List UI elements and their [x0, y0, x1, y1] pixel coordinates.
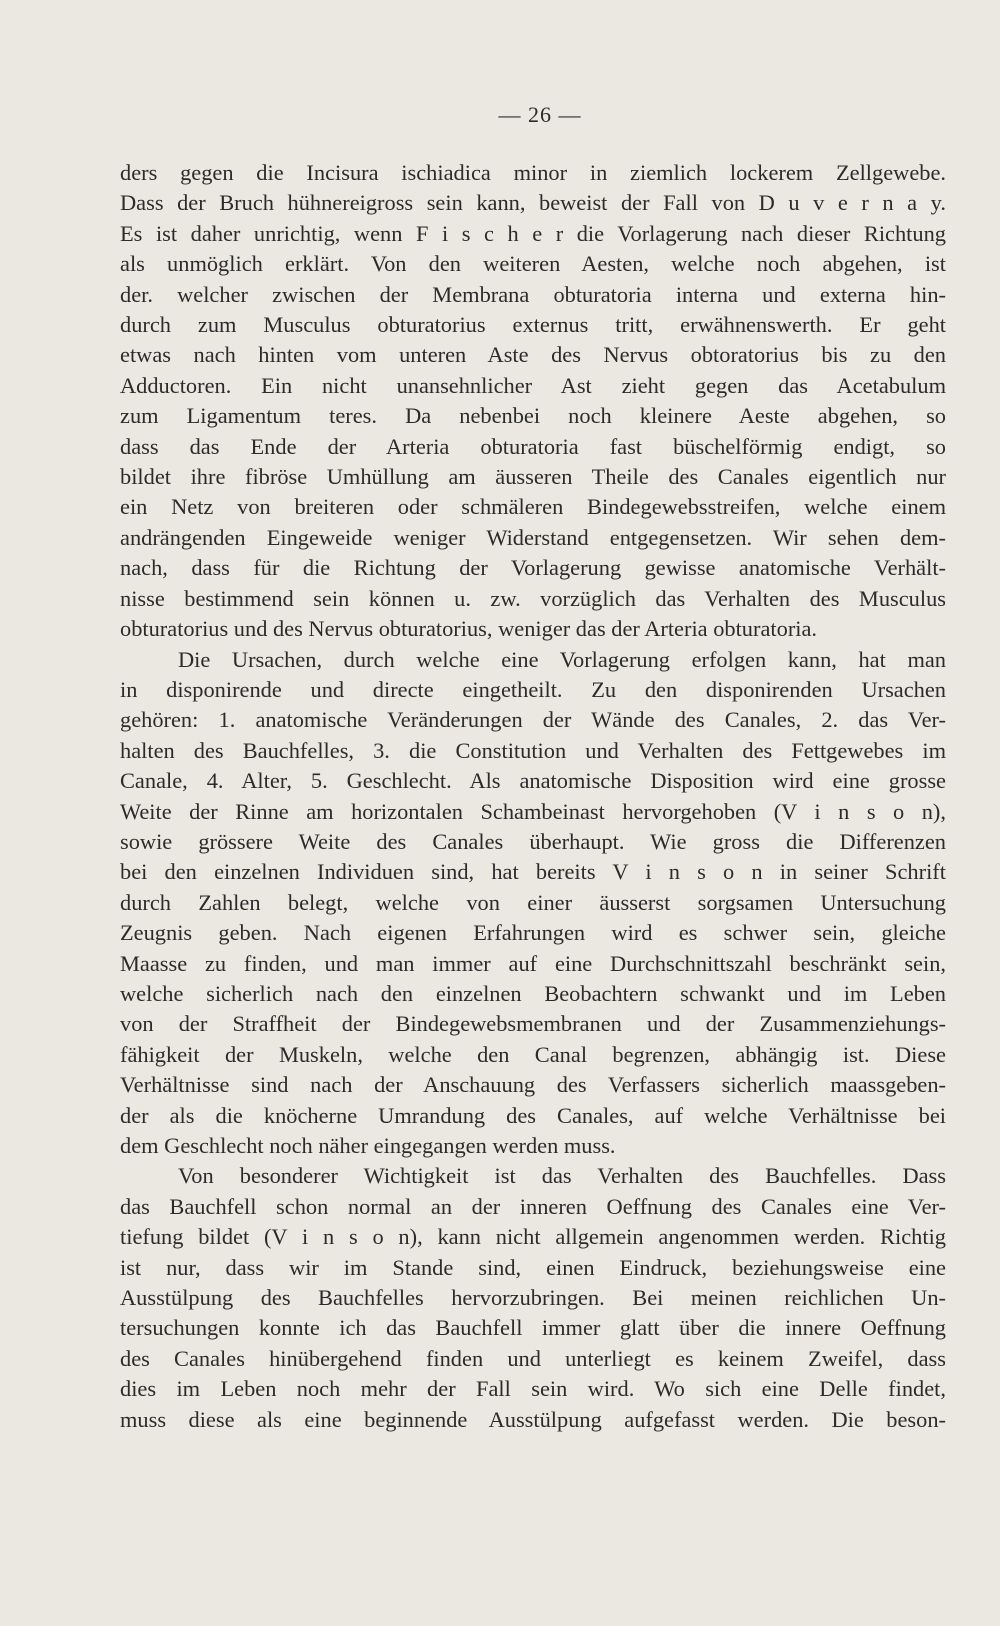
text-line: Maasse zu finden, und man immer auf eine Durchschnittszahl beschränkt sein,	[120, 950, 946, 976]
text-line: obturatorius und des Nervus obturatorius, weniger das der Arteria obturatoria.	[120, 616, 818, 642]
text-line: dies im Leben noch mehr der Fall sein wird. Wo sich eine Delle findet,	[120, 1376, 946, 1402]
text-line: Von besonderer Wichtigkeit ist das Verhalten des Bauchfelles. Dass	[178, 1163, 946, 1189]
text-line: andrängenden Eingeweide weniger Widerstand entgegensetzen. Wir sehen dem-	[120, 524, 946, 550]
text-line: durch zum Musculus obturatorius externus tritt, erwähnenswerth. Er geht	[120, 312, 946, 338]
text-line: von der Straffheit der Bindegewebsmembranen und der Zusammenziehungs-	[120, 1011, 946, 1037]
text-line: nisse bestimmend sein können u. zw. vorzüglich das Verhalten des Musculus	[120, 585, 946, 611]
text-line: Die Ursachen, durch welche eine Vorlagerung erfolgen kann, hat man	[178, 646, 946, 672]
text-line: fähigkeit der Muskeln, welche den Canal begrenzen, abhängig ist. Diese	[120, 1041, 946, 1067]
text-line: der als die knöcherne Umrandung des Canales, auf welche Verhältnisse bei	[120, 1102, 946, 1128]
text-line: dass das Ende der Arteria obturatoria fast büschelförmig endigt, so	[120, 433, 946, 459]
text-line: nach, dass für die Richtung der Vorlagerung gewisse anatomische Verhält-	[120, 555, 946, 581]
text-line: ders gegen die Incisura ischiadica minor in ziemlich lockerem Zellgewebe.	[120, 160, 946, 185]
text-line: in disponirende und directe eingetheilt. Zu den disponirenden Ursachen	[120, 676, 946, 702]
text-line: Adductoren. Ein nicht unansehnlicher Ast zieht gegen das Acetabulum	[120, 372, 946, 398]
text-line: Weite der Rinne am horizontalen Schambeinast hervorgehoben (V i n s o n),	[120, 798, 946, 824]
text-line: halten des Bauchfelles, 3. die Constitution und Verhalten des Fettgewebes im	[120, 737, 946, 763]
text-line: Canale, 4. Alter, 5. Geschlecht. Als anatomische Disposition wird eine grosse	[120, 768, 946, 794]
text-line: der. welcher zwischen der Membrana obturatoria interna und externa hin-	[120, 281, 946, 307]
text-line: ein Netz von breiteren oder schmäleren Bindegewebsstreifen, welche einem	[120, 494, 946, 520]
text-line: des Canales hinübergehend finden und unterliegt es keinem Zweifel, dass	[120, 1345, 946, 1371]
text-line: zum Ligamentum teres. Da nebenbei noch kleinere Aeste abgehen, so	[120, 403, 946, 429]
text-line: gehören: 1. anatomische Veränderungen der Wände des Canales, 2. das Ver-	[120, 707, 946, 733]
text-line: Verhältnisse sind nach der Anschauung des Verfassers sicherlich maassgeben-	[120, 1072, 946, 1098]
paragraph-1	[120, 158, 946, 645]
text-line: durch Zahlen belegt, welche von einer äusserst sorgsamen Untersuchung	[120, 889, 946, 915]
text-line: Dass der Bruch hühnereigross sein kann, beweist der Fall von D u v e r n a y.	[120, 190, 946, 216]
text-line: sowie grössere Weite des Canales überhaupt. Wie gross die Differenzen	[120, 828, 946, 854]
text-line: als unmöglich erklärt. Von den weiteren Aesten, welche noch abgehen, ist	[120, 251, 946, 277]
text-line: etwas nach hinten vom unteren Aste des Nervus obtoratorius bis zu den	[120, 342, 946, 368]
text-line: welche sicherlich nach den einzelnen Beobachtern schwankt und im Leben	[120, 980, 946, 1006]
page-number: — 26 —	[498, 102, 582, 127]
text-line: Ausstülpung des Bauchfelles hervorzubringen. Bei meinen reichlichen Un-	[120, 1285, 946, 1311]
text-line: Zeugnis geben. Nach eigenen Erfahrungen wird es schwer sein, gleiche	[120, 920, 946, 946]
paragraph-3	[120, 1161, 946, 1435]
text-line: das Bauchfell schon normal an der inneren Oeffnung des Canales eine Ver-	[120, 1193, 946, 1219]
body-text	[120, 158, 946, 1435]
paragraph-2	[120, 645, 946, 1162]
text-line: bildet ihre fibröse Umhüllung am äusseren Theile des Canales eigentlich nur	[120, 464, 946, 490]
text-line: ist nur, dass wir im Stande sind, einen Eindruck, beziehungsweise eine	[120, 1254, 946, 1280]
text-line: dem Geschlecht noch näher eingegangen werden muss.	[120, 1133, 616, 1158]
text-line: tiefung bildet (V i n s o n), kann nicht allgemein angenommen werden. Richtig	[120, 1224, 946, 1250]
text-line: Es ist daher unrichtig, wenn F i s c h e r die Vorlagerung nach dieser Richtung	[120, 220, 946, 246]
text-line: tersuchungen konnte ich das Bauchfell immer glatt über die innere Oeffnung	[120, 1315, 946, 1341]
text-line: muss diese als eine beginnende Ausstülpung aufgefasst werden. Die beson-	[120, 1406, 946, 1432]
text-line: bei den einzelnen Individuen sind, hat bereits V i n s o n in seiner Schrift	[120, 859, 946, 885]
